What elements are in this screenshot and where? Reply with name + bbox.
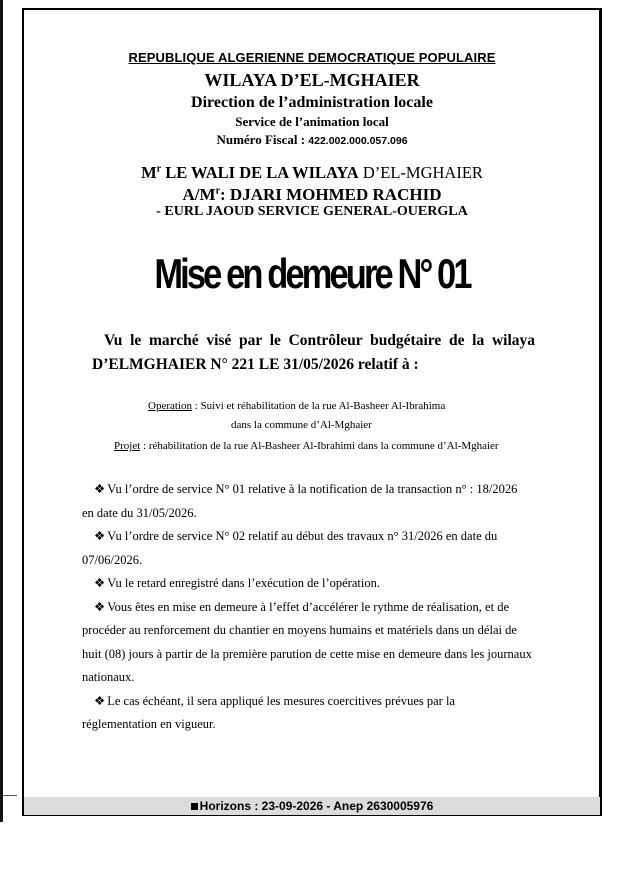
list-item-text: Vu l’ordre de service N° 02 relatif au début des travaux n° 31/2026 en date du 07/06/2026. xyxy=(82,529,498,567)
notice-title: Mise en demeure N° 01 xyxy=(154,250,470,297)
intro-line-1: Vu le marché visé par le Contrôleur budgétaire de la wilaya xyxy=(104,332,535,349)
considerations-list xyxy=(82,478,532,737)
list-item xyxy=(82,478,532,525)
list-item-text: Vu l’ordre de service N° 01 relative à la notification de la transaction n° : 18/2026 en date du 31/05/2026. xyxy=(82,482,518,520)
addressee-recipient-prefix: A/M xyxy=(182,185,216,204)
fiscal-number-line xyxy=(22,132,602,148)
projet-line xyxy=(114,440,499,452)
direction-heading: Direction de l’administration locale xyxy=(191,94,433,111)
addressee-wali-rest: D’EL-MGHAIER xyxy=(358,163,483,182)
addressee-wali xyxy=(22,163,602,183)
wilaya-heading: WILAYA D’EL-MGHAIER xyxy=(204,70,420,90)
diamond-bullet-icon: ❖ xyxy=(94,529,106,543)
addressee-wali-sup: r xyxy=(156,163,162,175)
addressee-wali-prefix: M xyxy=(141,163,157,182)
square-bullet-icon xyxy=(191,803,198,810)
operation-line-1 xyxy=(148,400,445,412)
list-item-text: Le cas échéant, il sera appliqué les mesures coercitives prévues par la réglementation en vigueur. xyxy=(82,693,455,731)
addressee-company: - EURL JAOUD SERVICE GENERAL-OUERGLA xyxy=(156,204,468,219)
fiscal-number: 422.002.000.057.096 xyxy=(308,135,408,147)
list-item-text: Vu le retard enregistré dans l’exécution de l’opération. xyxy=(107,576,380,590)
diamond-bullet-icon: ❖ xyxy=(94,693,106,708)
list-item xyxy=(82,572,532,596)
operation-label: Operation xyxy=(148,400,192,412)
addressee-recipient-name: : DJARI MOHMED RACHID xyxy=(220,185,442,204)
diamond-bullet-icon: ❖ xyxy=(94,576,106,590)
list-item xyxy=(82,596,532,690)
list-item xyxy=(82,525,532,572)
publication-footer xyxy=(24,797,600,815)
list-item xyxy=(82,690,532,737)
intro-line-2: D’ELMGHAIER N° 221 LE 31/05/2026 relatif à : xyxy=(92,356,419,373)
operation-line-2: dans la commune d’Al-Mghaier xyxy=(231,419,372,431)
projet-label: Projet xyxy=(114,440,141,452)
addressee-recipient-sup: r xyxy=(215,185,221,197)
operation-text: : Suivi et réhabilitation de la rue Al-Basheer Al-Ibrahima xyxy=(191,400,446,412)
diamond-bullet-icon: ❖ xyxy=(94,599,106,614)
diamond-bullet-icon: ❖ xyxy=(94,482,106,496)
addressee-recipient xyxy=(22,185,602,205)
footer-text: Horizons : 23-09-2026 - Anep 2630005976 xyxy=(199,799,434,813)
scan-edge-line xyxy=(0,0,3,822)
republic-heading: REPUBLIQUE ALGERIENNE DEMOCRATIQUE POPULAIRE xyxy=(128,50,496,65)
projet-text: : réhabilitation de la rue Al-Basheer Al-Ibrahimi dans la commune d’Al-Mghaier xyxy=(140,440,499,452)
service-heading: Service de l’animation local xyxy=(235,114,389,129)
addressee-wali-bold: LE WALI DE LA WILAYA xyxy=(161,163,359,182)
list-item-text: Vous êtes en mise en demeure à l’effet d’accélérer le rythme de réalisation, et de procéder au renforcement du chantier en moyens humains et matériels dans un délai de huit (08) jours à partir de la première parution de cette mise en demeure dans les journaux nationaux. xyxy=(82,599,532,684)
fiscal-label: Numéro Fiscal : xyxy=(216,132,306,147)
scan-edge-tick xyxy=(3,795,17,796)
